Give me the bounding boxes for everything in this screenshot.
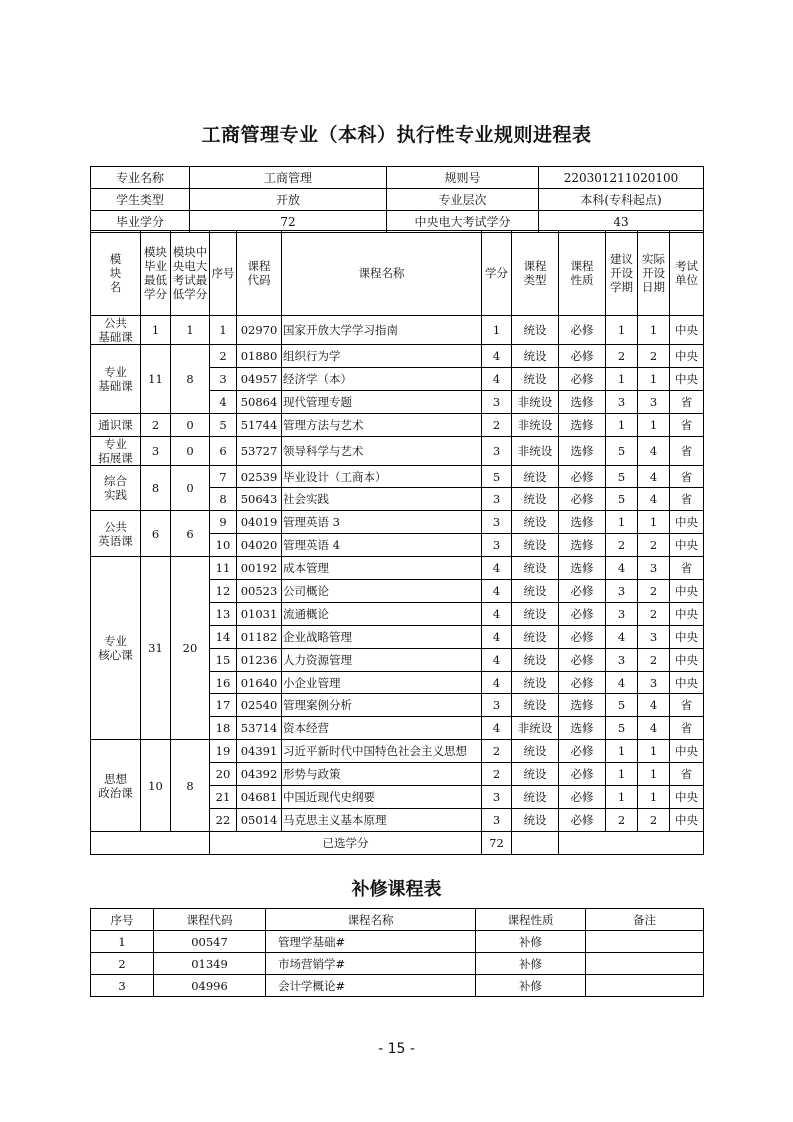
course-seq: 14 (210, 625, 237, 648)
course-credit: 3 (482, 488, 512, 511)
course-credit: 5 (482, 465, 512, 488)
course-exam-unit: 省 (670, 694, 704, 717)
course-credit: 4 (482, 580, 512, 603)
course-code: 01031 (237, 602, 282, 625)
header-name: 课程名称 (282, 231, 482, 316)
course-nature: 选修 (559, 534, 606, 557)
course-exam-unit: 省 (670, 717, 704, 740)
course-type: 非统设 (512, 413, 559, 436)
info-value: 工商管理 (190, 167, 387, 189)
module-min-credits: 8 (141, 465, 171, 511)
total-blank (512, 831, 559, 854)
course-seq: 1 (210, 316, 237, 345)
header-exam: 考试 单位 (670, 231, 704, 316)
module-min-credits: 3 (141, 436, 171, 465)
course-exam-unit: 中央 (670, 808, 704, 831)
course-suggested-term: 4 (606, 557, 638, 580)
course-seq: 11 (210, 557, 237, 580)
course-credit: 3 (482, 694, 512, 717)
course-suggested-term: 5 (606, 717, 638, 740)
header-actual: 实际 开设 日期 (638, 231, 670, 316)
course-actual-term: 1 (638, 763, 670, 786)
supp-nature: 补修 (476, 953, 586, 975)
course-nature: 必修 (559, 345, 606, 368)
course-code: 51744 (237, 413, 282, 436)
course-type: 统设 (512, 557, 559, 580)
course-nature: 必修 (559, 488, 606, 511)
course-actual-term: 2 (638, 580, 670, 603)
course-actual-term: 1 (638, 511, 670, 534)
course-type: 统设 (512, 694, 559, 717)
course-name: 管理方法与艺术 (282, 413, 482, 436)
course-exam-unit: 省 (670, 465, 704, 488)
info-label: 中央电大考试学分 (387, 211, 539, 233)
course-credit: 4 (482, 717, 512, 740)
course-code: 53714 (237, 717, 282, 740)
course-name: 流通概论 (282, 602, 482, 625)
supp-header-seq: 序号 (91, 909, 154, 931)
course-exam-unit: 省 (670, 390, 704, 413)
course-suggested-term: 2 (606, 534, 638, 557)
course-type: 统设 (512, 316, 559, 345)
supp-header-row (91, 909, 704, 931)
course-exam-unit: 中央 (670, 740, 704, 763)
course-nature: 必修 (559, 602, 606, 625)
course-name: 形势与政策 (282, 763, 482, 786)
course-plan-table (90, 230, 704, 855)
module-name: 专业 核心课 (91, 557, 141, 740)
supp-name: 会计学概论# (266, 975, 476, 997)
course-type: 统设 (512, 345, 559, 368)
supp-header-note: 备注 (586, 909, 704, 931)
course-suggested-term: 1 (606, 786, 638, 809)
info-label: 学生类型 (91, 189, 190, 211)
course-exam-unit: 中央 (670, 671, 704, 694)
course-credit: 3 (482, 786, 512, 809)
course-suggested-term: 1 (606, 367, 638, 390)
course-seq: 21 (210, 786, 237, 809)
course-code: 53727 (237, 436, 282, 465)
course-code: 04019 (237, 511, 282, 534)
module-central-credits: 8 (171, 740, 210, 832)
total-blank (91, 831, 210, 854)
module-name: 思想 政治课 (91, 740, 141, 832)
supp-row (91, 975, 704, 997)
course-type: 统设 (512, 648, 559, 671)
course-actual-term: 4 (638, 436, 670, 465)
course-code: 02540 (237, 694, 282, 717)
course-suggested-term: 1 (606, 511, 638, 534)
course-suggested-term: 1 (606, 316, 638, 345)
table-row (91, 413, 704, 436)
course-type: 统设 (512, 808, 559, 831)
course-exam-unit: 省 (670, 488, 704, 511)
module-central-credits: 0 (171, 465, 210, 511)
course-actual-term: 3 (638, 671, 670, 694)
module-name: 专业 拓展课 (91, 436, 141, 465)
info-value: 72 (190, 211, 387, 233)
course-suggested-term: 3 (606, 648, 638, 671)
course-credit: 1 (482, 316, 512, 345)
course-seq: 6 (210, 436, 237, 465)
module-min-credits: 6 (141, 511, 171, 557)
supp-name: 市场营销学# (266, 953, 476, 975)
course-name: 管理英语 3 (282, 511, 482, 534)
module-min-credits: 1 (141, 316, 171, 345)
course-actual-term: 1 (638, 413, 670, 436)
info-label: 规则号 (387, 167, 539, 189)
course-suggested-term: 4 (606, 671, 638, 694)
header-central-min: 模块中 央电大 考试最 低学分 (171, 231, 210, 316)
course-credit: 4 (482, 345, 512, 368)
course-nature: 选修 (559, 436, 606, 465)
supp-row (91, 953, 704, 975)
course-code: 04020 (237, 534, 282, 557)
table-row (91, 511, 704, 534)
course-nature: 选修 (559, 557, 606, 580)
course-code: 00192 (237, 557, 282, 580)
course-code: 05014 (237, 808, 282, 831)
total-row (91, 831, 704, 854)
course-suggested-term: 3 (606, 580, 638, 603)
course-type: 统设 (512, 786, 559, 809)
course-exam-unit: 中央 (670, 534, 704, 557)
course-actual-term: 4 (638, 694, 670, 717)
module-central-credits: 1 (171, 316, 210, 345)
course-suggested-term: 4 (606, 625, 638, 648)
info-value: 本科(专科起点) (539, 189, 704, 211)
course-credit: 3 (482, 808, 512, 831)
course-suggested-term: 5 (606, 465, 638, 488)
course-exam-unit: 省 (670, 413, 704, 436)
supp-code: 04996 (154, 975, 266, 997)
course-suggested-term: 3 (606, 602, 638, 625)
supp-code: 00547 (154, 931, 266, 953)
course-actual-term: 1 (638, 786, 670, 809)
course-seq: 4 (210, 390, 237, 413)
header-credit: 学分 (482, 231, 512, 316)
course-code: 04957 (237, 367, 282, 390)
course-credit: 2 (482, 763, 512, 786)
course-nature: 必修 (559, 648, 606, 671)
course-nature: 必修 (559, 316, 606, 345)
course-exam-unit: 省 (670, 436, 704, 465)
info-value: 43 (539, 211, 704, 233)
course-exam-unit: 中央 (670, 511, 704, 534)
course-actual-term: 2 (638, 648, 670, 671)
course-exam-unit: 中央 (670, 316, 704, 345)
course-name: 管理案例分析 (282, 694, 482, 717)
selected-credits-label: 已选学分 (210, 831, 482, 854)
course-exam-unit: 中央 (670, 367, 704, 390)
supp-header-name: 课程名称 (266, 909, 476, 931)
page-number: - 15 - (378, 1041, 415, 1057)
supplementary-title: 补修课程表 (351, 879, 442, 900)
supp-seq: 1 (91, 931, 154, 953)
course-actual-term: 3 (638, 557, 670, 580)
course-name: 毕业设计（工商本） (282, 465, 482, 488)
course-suggested-term: 1 (606, 763, 638, 786)
course-seq: 16 (210, 671, 237, 694)
course-actual-term: 2 (638, 345, 670, 368)
info-row (91, 189, 704, 211)
course-actual-term: 4 (638, 488, 670, 511)
course-actual-term: 4 (638, 717, 670, 740)
course-exam-unit: 中央 (670, 625, 704, 648)
course-nature: 选修 (559, 390, 606, 413)
course-type: 非统设 (512, 717, 559, 740)
module-central-credits: 0 (171, 436, 210, 465)
course-type: 统设 (512, 534, 559, 557)
supp-row (91, 931, 704, 953)
course-nature: 必修 (559, 740, 606, 763)
module-name: 公共 英语课 (91, 511, 141, 557)
course-name: 国家开放大学学习指南 (282, 316, 482, 345)
supplementary-table (90, 908, 704, 997)
header-course-type: 课程 类型 (512, 231, 559, 316)
header-suggested: 建议 开设 学期 (606, 231, 638, 316)
course-name: 资本经营 (282, 717, 482, 740)
course-code: 50643 (237, 488, 282, 511)
course-code: 01236 (237, 648, 282, 671)
module-central-credits: 0 (171, 413, 210, 436)
course-name: 习近平新时代中国特色社会主义思想 (282, 740, 482, 763)
course-name: 公司概论 (282, 580, 482, 603)
table-row (91, 740, 704, 763)
selected-credits-value: 72 (482, 831, 512, 854)
course-seq: 7 (210, 465, 237, 488)
supp-nature: 补修 (476, 975, 586, 997)
course-code: 02970 (237, 316, 282, 345)
supp-seq: 3 (91, 975, 154, 997)
course-suggested-term: 5 (606, 694, 638, 717)
course-name: 经济学（本） (282, 367, 482, 390)
course-actual-term: 2 (638, 808, 670, 831)
course-type: 统设 (512, 740, 559, 763)
course-nature: 选修 (559, 413, 606, 436)
course-code: 01640 (237, 671, 282, 694)
course-seq: 13 (210, 602, 237, 625)
course-actual-term: 3 (638, 625, 670, 648)
supp-note (586, 953, 704, 975)
course-seq: 22 (210, 808, 237, 831)
header-nature: 课程 性质 (559, 231, 606, 316)
course-nature: 必修 (559, 465, 606, 488)
course-code: 04681 (237, 786, 282, 809)
header-module: 模 块 名 (91, 231, 141, 316)
course-exam-unit: 中央 (670, 580, 704, 603)
course-credit: 3 (482, 511, 512, 534)
course-credit: 4 (482, 367, 512, 390)
course-type: 统设 (512, 580, 559, 603)
module-name: 综合 实践 (91, 465, 141, 511)
course-suggested-term: 2 (606, 808, 638, 831)
course-actual-term: 3 (638, 390, 670, 413)
course-type: 统设 (512, 763, 559, 786)
course-code: 50864 (237, 390, 282, 413)
table-row (91, 557, 704, 580)
course-actual-term: 2 (638, 534, 670, 557)
course-type: 统设 (512, 488, 559, 511)
course-credit: 4 (482, 648, 512, 671)
info-label: 专业名称 (91, 167, 190, 189)
course-nature: 必修 (559, 671, 606, 694)
course-name: 现代管理专题 (282, 390, 482, 413)
info-label: 专业层次 (387, 189, 539, 211)
module-min-credits: 11 (141, 345, 171, 414)
course-seq: 17 (210, 694, 237, 717)
course-code: 01880 (237, 345, 282, 368)
course-credit: 4 (482, 602, 512, 625)
course-exam-unit: 省 (670, 763, 704, 786)
course-nature: 选修 (559, 511, 606, 534)
course-actual-term: 1 (638, 367, 670, 390)
course-name: 社会实践 (282, 488, 482, 511)
module-central-credits: 6 (171, 511, 210, 557)
course-actual-term: 4 (638, 465, 670, 488)
table-row (91, 465, 704, 488)
course-credit: 2 (482, 413, 512, 436)
course-credit: 4 (482, 671, 512, 694)
header-row (91, 231, 704, 316)
course-suggested-term: 1 (606, 413, 638, 436)
supp-header-code: 课程代码 (154, 909, 266, 931)
course-name: 小企业管理 (282, 671, 482, 694)
course-seq: 18 (210, 717, 237, 740)
course-suggested-term: 2 (606, 345, 638, 368)
course-seq: 9 (210, 511, 237, 534)
info-label: 毕业学分 (91, 211, 190, 233)
module-name: 专业 基础课 (91, 345, 141, 414)
course-credit: 4 (482, 557, 512, 580)
supp-note (586, 931, 704, 953)
course-type: 统设 (512, 465, 559, 488)
course-credit: 2 (482, 740, 512, 763)
supp-nature: 补修 (476, 931, 586, 953)
course-exam-unit: 中央 (670, 648, 704, 671)
course-nature: 必修 (559, 786, 606, 809)
course-nature: 必修 (559, 625, 606, 648)
table-row (91, 436, 704, 465)
course-nature: 必修 (559, 580, 606, 603)
course-type: 统设 (512, 671, 559, 694)
course-nature: 必修 (559, 763, 606, 786)
course-nature: 选修 (559, 694, 606, 717)
course-credit: 3 (482, 436, 512, 465)
course-name: 中国近现代史纲要 (282, 786, 482, 809)
course-type: 统设 (512, 625, 559, 648)
course-suggested-term: 5 (606, 488, 638, 511)
course-code: 04391 (237, 740, 282, 763)
supp-seq: 2 (91, 953, 154, 975)
course-credit: 4 (482, 625, 512, 648)
header-module-min: 模块 毕业 最低 学分 (141, 231, 171, 316)
course-type: 统设 (512, 511, 559, 534)
course-seq: 3 (210, 367, 237, 390)
course-seq: 8 (210, 488, 237, 511)
info-row (91, 167, 704, 189)
course-actual-term: 1 (638, 316, 670, 345)
course-code: 00523 (237, 580, 282, 603)
page-title: 工商管理专业（本科）执行性专业规则进程表 (201, 124, 592, 146)
course-seq: 20 (210, 763, 237, 786)
course-exam-unit: 中央 (670, 345, 704, 368)
course-seq: 12 (210, 580, 237, 603)
course-seq: 15 (210, 648, 237, 671)
supp-name: 管理学基础# (266, 931, 476, 953)
course-seq: 2 (210, 345, 237, 368)
course-name: 人力资源管理 (282, 648, 482, 671)
course-credit: 3 (482, 534, 512, 557)
course-name: 成本管理 (282, 557, 482, 580)
module-min-credits: 2 (141, 413, 171, 436)
header-code: 课程 代码 (237, 231, 282, 316)
course-nature: 必修 (559, 808, 606, 831)
course-exam-unit: 中央 (670, 786, 704, 809)
table-row (91, 316, 704, 345)
course-exam-unit: 省 (670, 557, 704, 580)
course-type: 统设 (512, 602, 559, 625)
info-value: 开放 (190, 189, 387, 211)
course-name: 企业战略管理 (282, 625, 482, 648)
course-type: 非统设 (512, 436, 559, 465)
total-blank (559, 831, 704, 854)
course-suggested-term: 5 (606, 436, 638, 465)
course-seq: 5 (210, 413, 237, 436)
course-name: 马克思主义基本原理 (282, 808, 482, 831)
course-actual-term: 1 (638, 740, 670, 763)
table-row (91, 345, 704, 368)
course-name: 组织行为学 (282, 345, 482, 368)
info-value: 220301211020100 (539, 167, 704, 189)
course-seq: 10 (210, 534, 237, 557)
course-code: 02539 (237, 465, 282, 488)
course-code: 04392 (237, 763, 282, 786)
supp-note (586, 975, 704, 997)
module-name: 通识课 (91, 413, 141, 436)
module-central-credits: 8 (171, 345, 210, 414)
module-min-credits: 10 (141, 740, 171, 832)
course-nature: 必修 (559, 367, 606, 390)
course-seq: 19 (210, 740, 237, 763)
course-code: 01182 (237, 625, 282, 648)
course-actual-term: 2 (638, 602, 670, 625)
course-name: 管理英语 4 (282, 534, 482, 557)
course-type: 统设 (512, 367, 559, 390)
course-exam-unit: 中央 (670, 602, 704, 625)
info-table (90, 166, 704, 233)
course-name: 领导科学与艺术 (282, 436, 482, 465)
course-suggested-term: 1 (606, 740, 638, 763)
course-nature: 选修 (559, 717, 606, 740)
module-min-credits: 31 (141, 557, 171, 740)
course-credit: 3 (482, 390, 512, 413)
course-suggested-term: 3 (606, 390, 638, 413)
supp-header-nature: 课程性质 (476, 909, 586, 931)
module-central-credits: 20 (171, 557, 210, 740)
header-seq: 序号 (210, 231, 237, 316)
course-type: 非统设 (512, 390, 559, 413)
module-name: 公共 基础课 (91, 316, 141, 345)
supp-code: 01349 (154, 953, 266, 975)
